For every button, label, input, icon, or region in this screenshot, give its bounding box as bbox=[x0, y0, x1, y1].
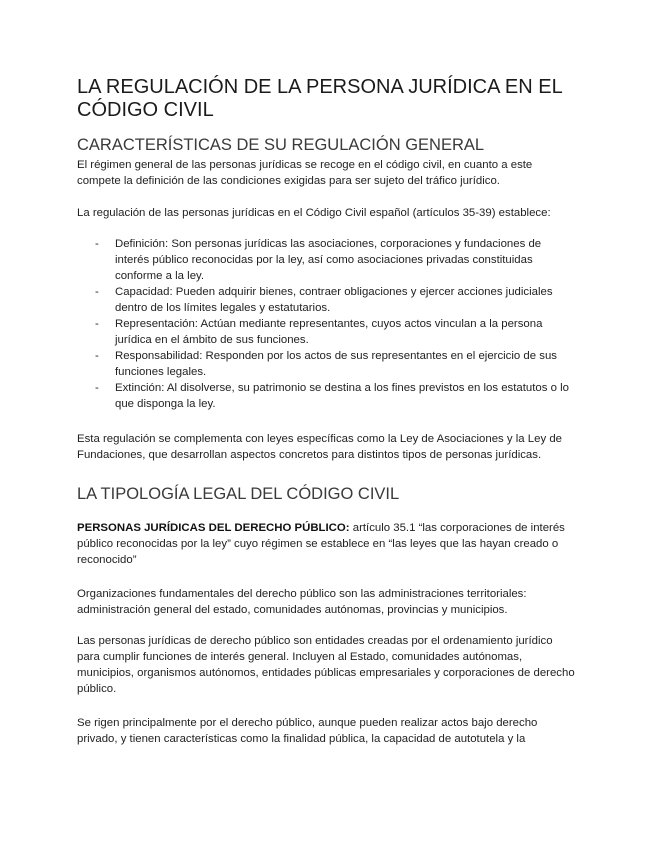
list-bullet: - bbox=[95, 286, 99, 298]
paragraph-lead-bold: PERSONAS JURÍDICAS DEL DERECHO PÚBLICO: bbox=[77, 522, 350, 534]
paragraph-regimen-general: El régimen general de las personas jurídicas se recoge en el código civil, en cuanto a este compete la definición de las condiciones exigidas para ser sujeto del tráfico jurídico. bbox=[77, 159, 533, 187]
list-bullet: - bbox=[95, 350, 99, 362]
list-item-text: Definición: Son personas jurídicas las asociaciones, corporaciones y fundaciones de interés público reconocidas por la ley, así como asociaciones privadas constituidas conforme a la ley. bbox=[115, 238, 542, 282]
list-item bbox=[77, 284, 577, 316]
list-item-text: Responsabilidad: Responden por los actos de sus representantes en el ejercicio de sus funciones legales. bbox=[115, 350, 557, 378]
list-item bbox=[77, 348, 577, 380]
paragraph-lead-rest: artículo 35.1 “las corporaciones de interés público reconocidas por la ley” cuyo régimen se establece en “las leyes que las hayan creado o reconocido” bbox=[77, 522, 565, 566]
list-bullet: - bbox=[95, 382, 99, 394]
document-title: LA REGULACIÓN DE LA PERSONA JURÍDICA EN EL CÓDIGO CIVIL bbox=[77, 76, 562, 121]
list-item bbox=[77, 236, 577, 284]
paragraph-derecho-privado: Se rigen principalmente por el derecho público, aunque pueden realizar actos bajo derecho privado, y tienen características como la finalidad pública, la capacidad de autotutela y la bbox=[77, 717, 538, 745]
characteristics-list bbox=[77, 236, 577, 412]
list-item bbox=[77, 380, 577, 412]
list-item-text: Extinción: Al disolverse, su patrimonio se destina a los fines previstos en los estatutos o lo que disponga la ley. bbox=[115, 382, 569, 410]
list-bullet: - bbox=[95, 238, 99, 250]
list-item bbox=[77, 316, 577, 348]
list-bullet: - bbox=[95, 318, 99, 330]
section-heading-tipologia: LA TIPOLOGÍA LEGAL DEL CÓDIGO CIVIL bbox=[77, 485, 400, 503]
list-item-text: Representación: Actúan mediante representantes, cuyos actos vinculan a la persona jurídica en el ámbito de sus funciones. bbox=[115, 318, 543, 346]
paragraph-administraciones: Organizaciones fundamentales del derecho público son las administraciones territoriales: administración general del estado, comunidades autónomas, provincias y municipios. bbox=[77, 588, 527, 616]
paragraph-regulacion-articulos: La regulación de las personas jurídicas en el Código Civil español (artículos 35-39) establece: bbox=[77, 207, 551, 219]
section-heading-caracteristicas: CARACTERÍSTICAS DE SU REGULACIÓN GENERAL bbox=[77, 136, 485, 154]
paragraph-leyes-especificas: Esta regulación se complementa con leyes específicas como la Ley de Asociaciones y la Ley de Fundaciones, que desarrollan aspectos concretos para distintos tipos de personas jurídicas. bbox=[77, 433, 563, 461]
paragraph-derecho-publico bbox=[77, 520, 577, 568]
list-item-text: Capacidad: Pueden adquirir bienes, contraer obligaciones y ejercer acciones judiciales dentro de los límites legales y estatutarios. bbox=[115, 286, 553, 314]
paragraph-entidades-publicas: Las personas jurídicas de derecho público son entidades creadas por el ordenamiento jurídico para cumplir funciones de interés general. Incluyen al Estado, comunidades autónomas, municipios, organismos autónomos, entidades públicas empresariales y corporaciones de derecho público. bbox=[77, 635, 575, 695]
